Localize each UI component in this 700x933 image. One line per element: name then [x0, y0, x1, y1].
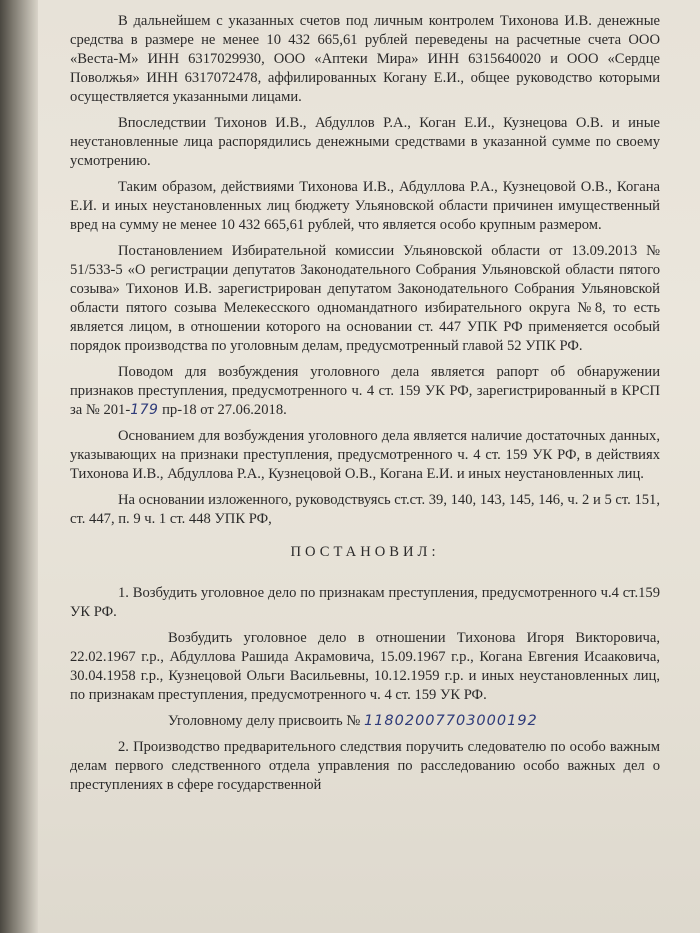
paragraph-transfers: В дальнейшем с указанных счетов под личным контролем Тихонова И.В. денежные средства в размере не менее 10 432 665,61 рублей переведены на расчетные счета ООО «Веста-М» ИНН 6317029930, ООО «Аптеки Мира» ИНН 6315640020 и ООО «Сердце Поволжья» ИНН 6317072478, аффилированных Когану Е.И., общее руководство которыми осуществляется указанными лицами.	[70, 13, 660, 105]
paragraph-disposal: Впоследствии Тихонов И.В., Абдуллов Р.А., Коган Е.И., Кузнецова О.В. и иные неустановленные лица распорядились денежными средствами в указанной сумме по своему усмотрению.	[70, 115, 660, 169]
decision-item-1: 1. Возбудить уголовное дело по признакам преступления, предусмотренного ч.4 ст.159 УК РФ.	[70, 585, 660, 620]
handwritten-kрсп-number: 179	[130, 402, 159, 418]
paragraph-reason	[70, 363, 660, 420]
paragraph-damage: Таким образом, действиями Тихонова И.В., Абдуллова Р.А., Кузнецовой О.В., Когана Е.И. и иных неустановленных лиц бюджету Ульяновской области причинен имущественный вред на сумму не менее 10 432 665,61 рублей, что является особо крупным размером.	[70, 179, 660, 233]
decision-item-2: 2. Производство предварительного следствия поручить следователю по особо важным делам первого следственного отдела управления по расследованию особо важных дел о преступлениях в сфере государственной	[70, 739, 660, 793]
paragraph-grounds: Основанием для возбуждения уголовного дела является наличие достаточных данных, указывающих на признаки преступления, предусмотренного ч. 4 ст. 159 УК РФ, в действиях Тихонова И.В., Абдуллова Р.А., Кузнецовой О.В., Когана Е.И. и иных неустановленных лиц.	[70, 428, 660, 482]
reason-text-end: пр-18 от 27.06.2018.	[158, 402, 287, 418]
handwritten-case-number: 11802007703000192	[363, 713, 538, 729]
reason-text: Поводом для возбуждения уголовного дела является рапорт об обнаружении признаков преступления, предусмотренного ч. 4 ст. 159 УК РФ, зарегистрированный в КРСП за № 201-	[70, 364, 660, 418]
decision-item-1-persons: Возбудить уголовное дело в отношении Тихонова Игоря Викторовича, 22.02.1967 г.р., Абдуллова Рашида Акрамовича, 15.09.1967 г.р., Когана Евгения Исааковича, 30.04.1958 г.р., Кузнецовой Ольги Васильевны, 10.12.1959 г.р. и иных неустановленных лиц, по признакам преступления, предусмотренного ч. 4 ст. 159 УК РФ.	[70, 630, 660, 703]
paragraph-legal-basis: На основании изложенного, руководствуясь ст.ст. 39, 140, 143, 145, 146, ч. 2 и 5 ст. 151, ст. 447, п. 9 ч. 1 ст. 448 УПК РФ,	[70, 492, 660, 527]
decision-heading: ПОСТАНОВИЛ:	[290, 544, 440, 560]
document-body	[70, 12, 660, 802]
case-number-line	[70, 712, 660, 731]
case-number-label: Уголовному делу присвоить №	[168, 713, 364, 729]
paragraph-registration: Постановлением Избирательной комиссии Ульяновской области от 13.09.2013 № 51/533-5 «О регистрации депутатов Законодательного Собрания Ульяновской области пятого созыва» Тихонов И.В. зарегистрирован депутатом Законодательного Собрания Ульяновской области пятого созыва Мелекесского одномандатного избирательного округа №8, то есть является лицом, в отношении которого на основании ст. 447 УПК РФ применяется особый порядок производства по уголовным делам, предусмотренный главой 52 УПК РФ.	[70, 243, 660, 354]
